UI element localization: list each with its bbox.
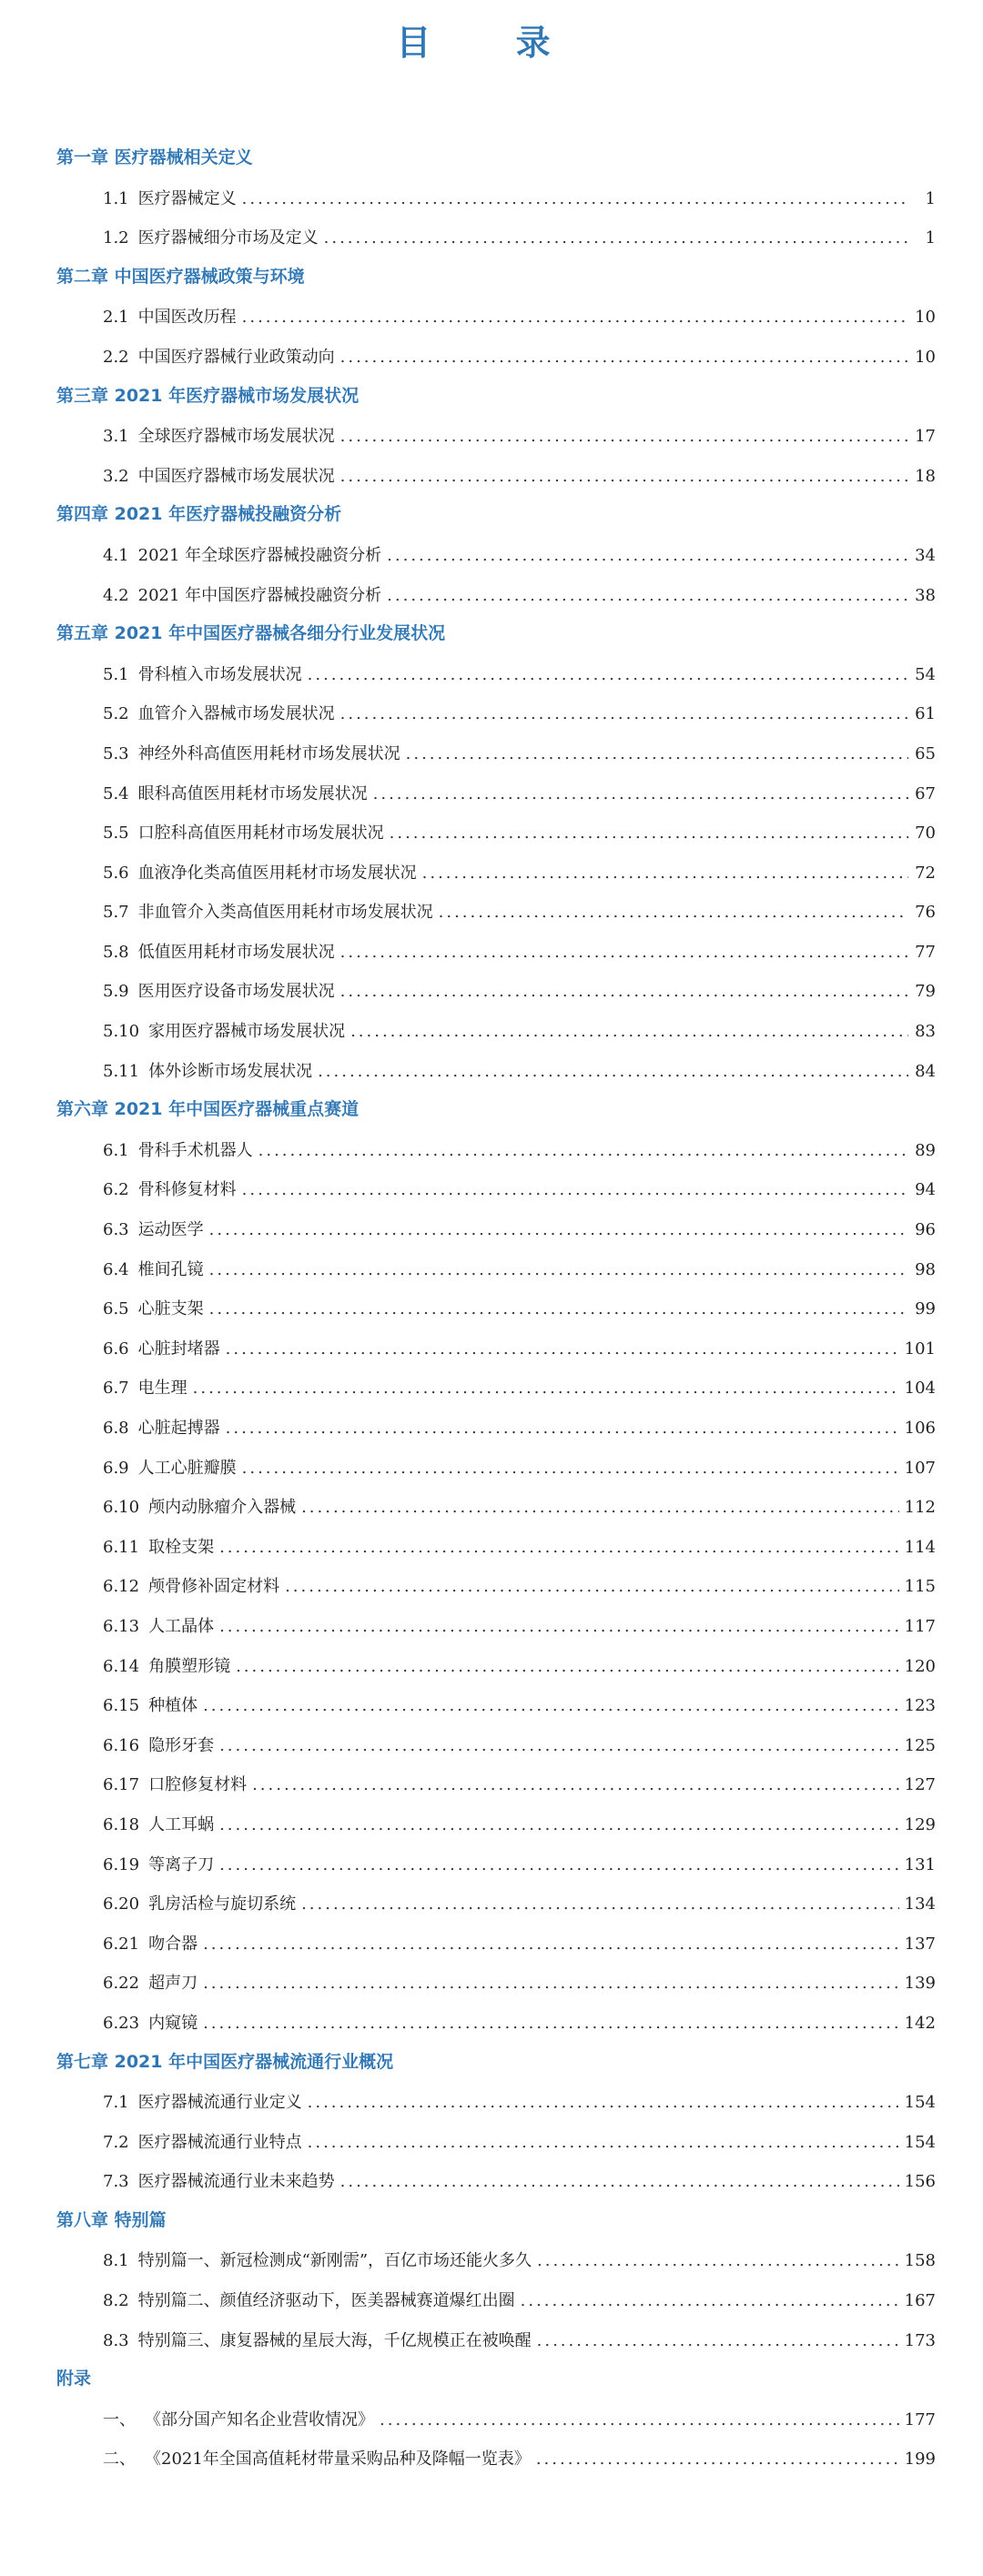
toc-entry-row[interactable] xyxy=(0,1525,983,1565)
entry-number: 8.2 xyxy=(103,2291,129,2311)
toc-chapter-row xyxy=(0,2358,983,2398)
entry-number: 6.1 xyxy=(103,1140,129,1160)
entry-number: 5.3 xyxy=(103,743,129,763)
dot-leader xyxy=(203,1696,899,1715)
entry-number: 4.1 xyxy=(103,545,129,565)
toc-entry-row[interactable] xyxy=(0,2080,983,2120)
entry-page-number: 77 xyxy=(915,942,936,962)
entry-title[interactable]: 2021 年中国医疗器械投融资分析 xyxy=(137,585,382,605)
dot-leader xyxy=(380,2410,899,2430)
chapter-heading[interactable]: 第六章 2021 年中国医疗器械重点赛道 xyxy=(56,1099,360,1120)
dot-leader xyxy=(387,546,908,565)
toc-entry-row[interactable] xyxy=(0,652,983,692)
entry-number: 2.2 xyxy=(103,347,129,367)
entry-title[interactable]: 等离子刀 xyxy=(148,1854,215,1874)
entry-title[interactable]: 医疗器械流通行业定义 xyxy=(137,2093,302,2113)
entry-title[interactable]: 特别篇二、颜值经济驱动下，医美器械赛道爆红出圈 xyxy=(137,2291,515,2311)
dot-leader xyxy=(219,1617,899,1636)
entry-page-number: 167 xyxy=(904,2291,936,2311)
dot-leader xyxy=(301,1498,899,1517)
entry-number: 6.12 xyxy=(103,1577,140,1597)
entry-number: 5.6 xyxy=(103,863,129,883)
entry-title[interactable]: 心脏支架 xyxy=(137,1299,204,1319)
toc-entry-row[interactable] xyxy=(0,2437,983,2477)
entry-number: 6.6 xyxy=(103,1339,129,1359)
entry-title[interactable]: 椎间孔镜 xyxy=(137,1259,204,1279)
dot-leader xyxy=(209,1260,908,1279)
dot-leader xyxy=(390,823,908,843)
entry-number: 8.3 xyxy=(103,2330,129,2350)
toc-entry-row[interactable] xyxy=(0,2238,983,2278)
entry-page-number: 98 xyxy=(915,1259,936,1279)
chapter-heading[interactable]: 第七章 2021 年中国医疗器械流通行业概况 xyxy=(56,2051,394,2072)
toc-entry-row[interactable] xyxy=(0,2398,983,2438)
toc-entry-row[interactable] xyxy=(0,1961,983,2001)
chapter-heading[interactable]: 第五章 2021 年中国医疗器械各细分行业发展状况 xyxy=(56,623,446,644)
toc-entry-row[interactable] xyxy=(0,732,983,772)
entry-number: 5.7 xyxy=(103,903,129,923)
entry-page-number: 38 xyxy=(915,585,936,605)
entry-title[interactable]: 医用医疗设备市场发展状况 xyxy=(137,982,335,1002)
toc-entry-row[interactable] xyxy=(0,573,983,613)
entry-title[interactable]: 低值医用耗材市场发展状况 xyxy=(137,942,335,962)
entry-title[interactable]: 医疗器械定义 xyxy=(137,188,237,208)
entry-title[interactable]: 医疗器械流通行业特点 xyxy=(137,2132,302,2152)
entry-number: 5.5 xyxy=(103,823,129,844)
toc-entry-row[interactable] xyxy=(0,177,983,217)
entry-number: 6.8 xyxy=(103,1419,129,1438)
toc-chapter-row xyxy=(0,612,983,652)
entry-page-number: 114 xyxy=(904,1537,936,1557)
dot-leader xyxy=(285,1577,899,1596)
entry-title[interactable]: 血管介入器械市场发展状况 xyxy=(137,704,335,724)
dot-leader xyxy=(521,2291,899,2310)
entry-page-number: 112 xyxy=(904,1498,936,1518)
entry-number: 7.2 xyxy=(103,2132,129,2152)
entry-page-number: 115 xyxy=(904,1577,936,1597)
entry-number: 6.16 xyxy=(103,1735,140,1755)
toc-entry-row[interactable] xyxy=(0,2278,983,2318)
entry-number: 6.9 xyxy=(103,1458,129,1478)
toc-entry-row[interactable] xyxy=(0,1882,983,1922)
entry-title[interactable]: 特别篇三、康复器械的星辰大海，千亿规模正在被唤醒 xyxy=(137,2330,532,2350)
entry-title[interactable]: 口腔修复材料 xyxy=(148,1775,248,1795)
dot-leader xyxy=(209,1220,908,1239)
entry-number: 5.2 xyxy=(103,704,129,724)
entry-title[interactable]: 血液净化类高值医用耗材市场发展状况 xyxy=(137,863,417,883)
toc-entry-row[interactable] xyxy=(0,1406,983,1446)
entry-number: 6.5 xyxy=(103,1299,129,1319)
entry-page-number: 173 xyxy=(904,2330,936,2350)
entry-page-number: 34 xyxy=(915,545,936,565)
dot-leader xyxy=(308,2093,899,2112)
entry-number: 6.3 xyxy=(103,1220,129,1240)
chapter-heading[interactable]: 第四章 2021 年医疗器械投融资分析 xyxy=(56,504,342,525)
dot-leader xyxy=(242,1180,908,1199)
toc-chapter-row xyxy=(0,1088,983,1128)
entry-number: 3.2 xyxy=(103,466,129,486)
entry-number: 6.21 xyxy=(103,1934,140,1954)
dot-leader xyxy=(318,1062,908,1081)
entry-title[interactable]: 神经外科高值医用耗材市场发展状况 xyxy=(137,743,400,763)
entry-title[interactable]: 口腔科高值医用耗材市场发展状况 xyxy=(137,823,384,844)
toc-entry-row[interactable] xyxy=(0,1644,983,1684)
entry-title[interactable]: 医疗器械流通行业未来趋势 xyxy=(137,2172,335,2192)
dot-leader xyxy=(439,903,908,922)
entry-title[interactable]: 电生理 xyxy=(137,1379,187,1399)
toc-entry-row[interactable] xyxy=(0,1564,983,1604)
entry-title[interactable]: 内窥镜 xyxy=(148,2013,198,2033)
entry-title[interactable]: 运动医学 xyxy=(137,1220,204,1240)
entry-page-number: 199 xyxy=(904,2450,936,2470)
toc-chapter-row xyxy=(0,2041,983,2081)
toc-chapter-row xyxy=(0,493,983,533)
toc-entry-row[interactable] xyxy=(0,2001,983,2041)
entry-title[interactable]: 非血管介入类高值医用耗材市场发展状况 xyxy=(137,903,433,923)
dot-leader xyxy=(324,228,908,247)
toc-entry-row[interactable] xyxy=(0,1485,983,1525)
entry-number: 1.2 xyxy=(103,228,129,248)
toc-entry-row[interactable] xyxy=(0,692,983,732)
entry-title[interactable]: 中国医疗器械市场发展状况 xyxy=(137,466,335,486)
toc-entry-row[interactable] xyxy=(0,2318,983,2359)
toc-entry-row[interactable] xyxy=(0,1327,983,1367)
entry-page-number: 107 xyxy=(904,1458,936,1478)
dot-leader xyxy=(340,943,908,962)
entry-page-number: 84 xyxy=(915,1061,936,1081)
entry-page-number: 154 xyxy=(904,2132,936,2152)
entry-title[interactable]: 心脏封堵器 xyxy=(137,1339,220,1359)
toc-entry-row[interactable] xyxy=(0,295,983,335)
toc-entry-row[interactable] xyxy=(0,1723,983,1763)
entry-number: 6.18 xyxy=(103,1814,140,1834)
toc-chapter-row xyxy=(0,2199,983,2239)
toc-entry-row[interactable] xyxy=(0,1128,983,1168)
entry-title[interactable]: 人工晶体 xyxy=(148,1616,215,1636)
entry-number: 6.14 xyxy=(103,1656,140,1676)
entry-page-number: 10 xyxy=(915,347,936,367)
dot-leader xyxy=(422,864,908,883)
entry-number: 6.11 xyxy=(103,1537,140,1557)
entry-title[interactable]: 颅内动脉瘤介入器械 xyxy=(148,1498,297,1518)
dot-leader xyxy=(203,2014,899,2033)
dot-leader xyxy=(203,1974,899,1993)
dot-leader xyxy=(242,1459,899,1478)
entry-number: 1.1 xyxy=(103,188,129,208)
entry-title[interactable]: 人工耳蜗 xyxy=(148,1814,215,1834)
toc-entry-row[interactable] xyxy=(0,454,983,494)
toc-chapter-row xyxy=(0,375,983,415)
entry-page-number: 154 xyxy=(904,2093,936,2113)
chapter-heading[interactable]: 第一章 医疗器械相关定义 xyxy=(56,147,253,167)
entry-page-number: 158 xyxy=(904,2251,936,2271)
entry-number: 6.13 xyxy=(103,1616,140,1636)
entry-number: 5.9 xyxy=(103,982,129,1002)
entry-page-number: 101 xyxy=(904,1339,936,1359)
toc-entry-row[interactable] xyxy=(0,1049,983,1089)
entry-page-number: 120 xyxy=(904,1656,936,1676)
dot-leader xyxy=(340,427,908,446)
entry-page-number: 61 xyxy=(915,704,936,724)
entry-title[interactable]: 骨科修复材料 xyxy=(137,1180,237,1200)
dot-leader xyxy=(536,2450,899,2469)
entry-number: 2.1 xyxy=(103,308,129,328)
entry-page-number: 1 xyxy=(925,188,936,208)
entry-page-number: 65 xyxy=(915,743,936,763)
entry-page-number: 67 xyxy=(915,783,936,803)
entry-page-number: 123 xyxy=(904,1696,936,1716)
entry-number: 6.22 xyxy=(103,1974,140,1994)
dot-leader xyxy=(537,2251,899,2270)
entry-title[interactable]: 中国医疗器械行业政策动向 xyxy=(137,347,335,367)
entry-page-number: 106 xyxy=(904,1419,936,1438)
dot-leader xyxy=(242,189,908,208)
entry-number: 6.17 xyxy=(103,1775,140,1795)
dot-leader xyxy=(308,665,908,684)
entry-page-number: 142 xyxy=(904,2013,936,2033)
toc-entry-row[interactable] xyxy=(0,1604,983,1644)
entry-number: 6.20 xyxy=(103,1894,140,1914)
entry-title[interactable]: 人工心脏瓣膜 xyxy=(137,1458,237,1478)
entry-page-number: 96 xyxy=(915,1220,936,1240)
entry-title[interactable]: 《部分国产知名企业营收情况》 xyxy=(145,2409,374,2430)
chapter-heading[interactable]: 第三章 2021 年医疗器械市场发展状况 xyxy=(56,385,360,406)
toc-entry-row[interactable] xyxy=(0,772,983,812)
entry-number: 7.1 xyxy=(103,2093,129,2113)
entry-page-number: 76 xyxy=(915,903,936,923)
entry-page-number: 89 xyxy=(915,1140,936,1160)
toc-entry-row[interactable] xyxy=(0,811,983,851)
toc-entry-row[interactable] xyxy=(0,1366,983,1406)
page-title: 目 录 xyxy=(396,23,587,63)
entry-number: 6.7 xyxy=(103,1379,129,1399)
dot-leader xyxy=(340,2172,899,2191)
dot-leader xyxy=(373,784,908,803)
chapter-heading[interactable]: 第二章 中国医疗器械政策与环境 xyxy=(56,266,305,287)
dot-leader xyxy=(537,2331,899,2350)
toc-entry-row[interactable] xyxy=(0,1207,983,1248)
entry-title[interactable]: 眼科高值医用耗材市场发展状况 xyxy=(137,783,368,803)
entry-number: 5.10 xyxy=(103,1022,140,1042)
toc-entry-row[interactable] xyxy=(0,890,983,930)
toc-entry-row[interactable] xyxy=(0,930,983,970)
entry-title[interactable]: 吻合器 xyxy=(148,1934,198,1954)
entry-title[interactable]: 《2021年全国高值耗材带量采购品种及降幅一览表》 xyxy=(145,2450,531,2470)
dot-leader xyxy=(219,1815,899,1834)
dot-leader xyxy=(219,1538,899,1557)
entry-page-number: 83 xyxy=(915,1022,936,1042)
dot-leader xyxy=(236,1657,899,1676)
toc-entry-row[interactable] xyxy=(0,414,983,454)
entry-title[interactable]: 家用医疗器械市场发展状况 xyxy=(148,1022,346,1042)
entry-title[interactable]: 心脏起搏器 xyxy=(137,1419,220,1438)
toc-entry-row[interactable] xyxy=(0,1446,983,1486)
entry-page-number: 54 xyxy=(915,664,936,684)
entry-number: 4.2 xyxy=(103,585,129,605)
entry-title[interactable]: 2021 年全球医疗器械投融资分析 xyxy=(137,545,382,565)
entry-number: 6.19 xyxy=(103,1854,140,1874)
chapter-heading[interactable]: 附录 xyxy=(56,2369,92,2389)
chapter-heading[interactable]: 第八章 特别篇 xyxy=(56,2209,167,2230)
entry-page-number: 17 xyxy=(915,427,936,447)
entry-number: 5.4 xyxy=(103,783,129,803)
entry-number: 5.11 xyxy=(103,1061,140,1081)
entry-title[interactable]: 隐形牙套 xyxy=(148,1735,215,1755)
entry-title[interactable]: 骨科手术机器人 xyxy=(137,1140,253,1160)
entry-page-number: 131 xyxy=(904,1854,936,1874)
dot-leader xyxy=(258,1141,908,1160)
dot-leader xyxy=(350,1022,908,1041)
entry-page-number: 70 xyxy=(915,823,936,844)
entry-number: 5.1 xyxy=(103,664,129,684)
table-of-contents xyxy=(0,136,983,2477)
entry-number: 6.4 xyxy=(103,1259,129,1279)
toc-entry-row[interactable] xyxy=(0,1843,983,1883)
entry-title[interactable]: 中国医改历程 xyxy=(137,308,237,328)
entry-title[interactable]: 种植体 xyxy=(148,1696,198,1716)
entry-page-number: 134 xyxy=(904,1894,936,1914)
entry-page-number: 18 xyxy=(915,466,936,486)
toc-entry-row[interactable] xyxy=(0,1922,983,1962)
entry-page-number: 137 xyxy=(904,1934,936,1954)
entry-page-number: 10 xyxy=(915,308,936,328)
entry-page-number: 1 xyxy=(925,228,936,248)
dot-leader xyxy=(406,744,908,763)
entry-number: 5.8 xyxy=(103,942,129,962)
entry-page-number: 72 xyxy=(915,863,936,883)
dot-leader xyxy=(340,348,908,367)
entry-title[interactable]: 全球医疗器械市场发展状况 xyxy=(137,427,335,447)
entry-number: 6.10 xyxy=(103,1498,140,1518)
dot-leader xyxy=(308,2133,899,2152)
entry-title[interactable]: 超声刀 xyxy=(148,1974,198,1994)
toc-chapter-row xyxy=(0,136,983,177)
toc-entry-row[interactable] xyxy=(0,2120,983,2160)
dot-leader xyxy=(209,1299,908,1318)
dot-leader xyxy=(193,1379,899,1398)
entry-number: 6.23 xyxy=(103,2013,140,2033)
entry-number: 一、 xyxy=(103,2409,136,2430)
entry-title[interactable]: 乳房活检与旋切系统 xyxy=(148,1894,297,1914)
toc-entry-row[interactable] xyxy=(0,335,983,375)
entry-page-number: 139 xyxy=(904,1974,936,1994)
toc-entry-row[interactable] xyxy=(0,1009,983,1049)
toc-entry-row[interactable] xyxy=(0,969,983,1009)
toc-entry-row[interactable] xyxy=(0,1763,983,1803)
toc-entry-row[interactable] xyxy=(0,1248,983,1288)
entry-page-number: 79 xyxy=(915,982,936,1002)
entry-page-number: 94 xyxy=(915,1180,936,1200)
dot-leader xyxy=(203,1935,899,1954)
entry-number: 3.1 xyxy=(103,427,129,447)
dot-leader xyxy=(226,1339,899,1359)
entry-title[interactable]: 医疗器械细分市场及定义 xyxy=(137,228,319,248)
entry-page-number: 156 xyxy=(904,2172,936,2192)
entry-number: 6.2 xyxy=(103,1180,129,1200)
toc-entry-row[interactable] xyxy=(0,1683,983,1723)
entry-title[interactable]: 体外诊断市场发展状况 xyxy=(148,1061,313,1081)
entry-title[interactable]: 角膜塑形镜 xyxy=(148,1656,231,1676)
toc-entry-row[interactable] xyxy=(0,1803,983,1843)
dot-leader xyxy=(226,1419,899,1438)
entry-page-number: 125 xyxy=(904,1735,936,1755)
toc-entry-row[interactable] xyxy=(0,1287,983,1327)
entry-title[interactable]: 取栓支架 xyxy=(148,1537,215,1557)
toc-entry-row[interactable] xyxy=(0,2159,983,2199)
entry-page-number: 129 xyxy=(904,1814,936,1834)
toc-entry-row[interactable] xyxy=(0,1167,983,1207)
entry-title[interactable]: 颅骨修补固定材料 xyxy=(148,1577,280,1597)
entry-title[interactable]: 特别篇一、新冠检测成“新刚需”，百亿市场还能火多久 xyxy=(137,2251,532,2271)
entry-page-number: 117 xyxy=(904,1616,936,1636)
dot-leader xyxy=(219,1855,899,1874)
toc-entry-row[interactable] xyxy=(0,533,983,573)
entry-page-number: 104 xyxy=(904,1379,936,1399)
dot-leader xyxy=(340,467,908,486)
entry-title[interactable]: 骨科植入市场发展状况 xyxy=(137,664,302,684)
toc-chapter-row xyxy=(0,256,983,296)
dot-leader xyxy=(301,1894,899,1914)
toc-entry-row[interactable] xyxy=(0,216,983,256)
dot-leader xyxy=(387,586,908,605)
entry-page-number: 99 xyxy=(915,1299,936,1319)
dot-leader xyxy=(252,1775,899,1794)
dot-leader xyxy=(340,982,908,1001)
entry-number: 6.15 xyxy=(103,1696,140,1716)
entry-page-number: 177 xyxy=(904,2409,936,2430)
dot-leader xyxy=(219,1736,899,1755)
entry-number: 二、 xyxy=(103,2450,136,2470)
dot-leader xyxy=(242,308,908,327)
entry-page-number: 127 xyxy=(904,1775,936,1795)
dot-leader xyxy=(340,704,908,723)
entry-number: 8.1 xyxy=(103,2251,129,2271)
toc-entry-row[interactable] xyxy=(0,851,983,891)
entry-number: 7.3 xyxy=(103,2172,129,2192)
